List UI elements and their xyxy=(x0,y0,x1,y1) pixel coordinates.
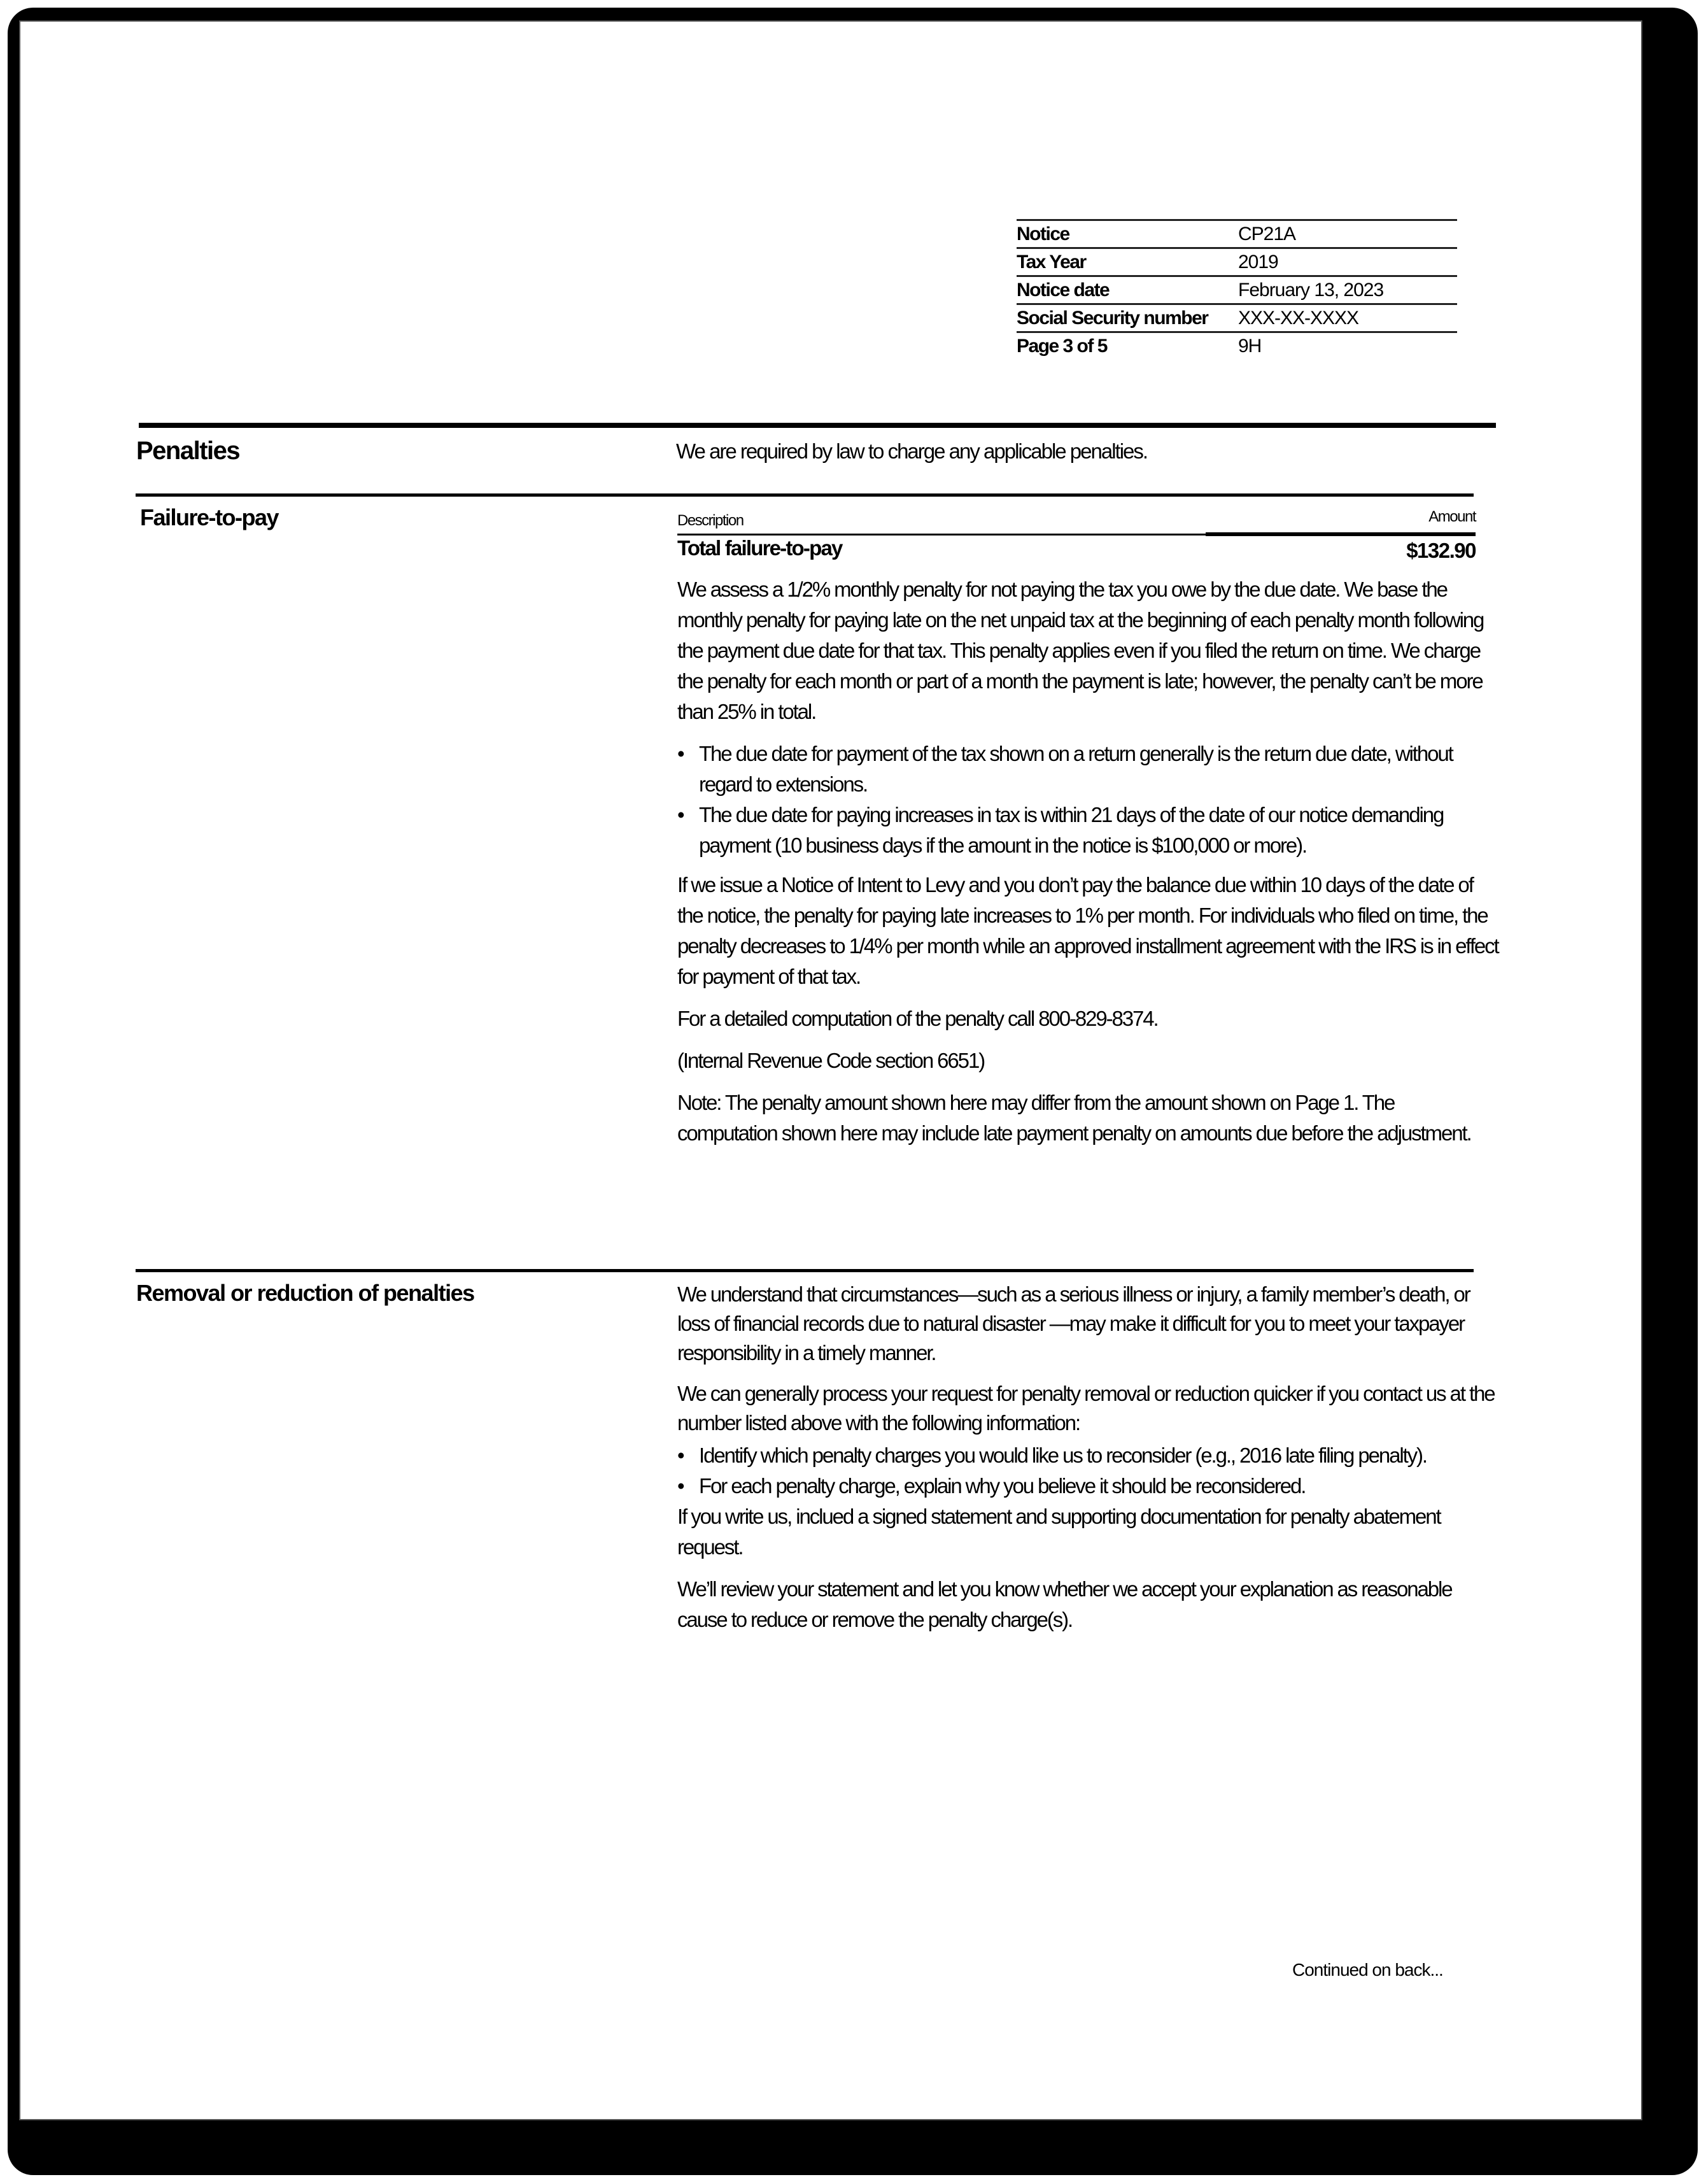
info-label: Notice xyxy=(1017,223,1069,245)
info-row-page xyxy=(1017,331,1457,359)
info-row-notice xyxy=(1017,219,1457,247)
info-row-ssn xyxy=(1017,303,1457,331)
list-item: • For each penalty charge, explain why you believe it should be reconsidered. xyxy=(677,1471,1498,1501)
list-item: • Identify which penalty charges you would like us to reconsider (e.g., 2016 late filing penalty). xyxy=(677,1440,1498,1471)
section-heading-removal: Removal or reduction of penalties xyxy=(136,1280,474,1306)
code-reference: (Internal Revenue Code section 6651) xyxy=(677,1049,985,1072)
info-value: February 13, 2023 xyxy=(1238,279,1384,301)
notice-info-table xyxy=(1017,219,1457,359)
removal-body xyxy=(677,1280,1498,1647)
paragraph: If you write us, inclued a signed statement and supporting documentation for penalty abatement request. xyxy=(677,1505,1441,1559)
paragraph: We can generally process your request for penalty removal or reduction quicker if you contact us at the number listed above with the following information: xyxy=(677,1382,1495,1435)
penalties-intro: We are required by law to charge any applicable penalties. xyxy=(676,439,1148,463)
note-paragraph: Note: The penalty amount shown here may differ from the amount shown on Page 1. The computation shown here may include late payment penalty on amounts due before the adjustment. xyxy=(677,1091,1471,1145)
column-header-amount: Amount xyxy=(1428,508,1476,525)
section-rule xyxy=(136,493,1474,497)
list-item: • The due date for paying increases in tax is within 21 days of the date of our notice demanding payment (10 business days if the amount in the notice is $100,000 or more). xyxy=(677,800,1498,861)
column-header-description: Description xyxy=(677,512,744,529)
info-value: 2019 xyxy=(1238,251,1278,273)
phone-paragraph: For a detailed computation of the penalty call 800-829-8374. xyxy=(677,1007,1158,1030)
failure-to-pay-body xyxy=(677,574,1498,1160)
info-label: Tax Year xyxy=(1017,251,1086,273)
list-item: • The due date for payment of the tax shown on a return generally is the return due date, without regard to extensions. xyxy=(677,739,1498,800)
section-rule xyxy=(139,423,1496,428)
bullet-list xyxy=(677,739,1498,861)
bullet-list xyxy=(677,1440,1498,1501)
info-label: Social Security number xyxy=(1017,307,1208,329)
info-label: Notice date xyxy=(1017,279,1110,301)
info-label: Page 3 of 5 xyxy=(1017,335,1107,357)
table-row-amount: $132.90 xyxy=(1406,539,1476,562)
section-heading-penalties: Penalties xyxy=(136,437,240,465)
info-value: 9H xyxy=(1238,335,1262,357)
info-row-notice-date xyxy=(1017,275,1457,303)
paragraph: If we issue a Notice of Intent to Levy and you don’t pay the balance due within 10 days of the date of the notice, the penalty for paying late increases to 1% per month. For individuals who filed on time, the penalty decreases to 1/4% per month while an approved installment agreement with the IRS is in effect for payment of that tax. xyxy=(677,873,1498,988)
table-rule xyxy=(677,534,1206,535)
paragraph: We’ll review your statement and let you know whether we accept your explanation as reasonable cause to reduce or remove the penalty charge(s). xyxy=(677,1577,1452,1631)
paragraph: We understand that circumstances—such as a serious illness or injury, a family member’s death, or loss of financial records due to natural disaster —may make it difficult for you to meet your taxpayer responsibility in a timely manner. xyxy=(677,1282,1470,1365)
info-row-tax-year xyxy=(1017,247,1457,275)
paragraph: We assess a 1/2% monthly penalty for not paying the tax you owe by the due date. We base the monthly penalty for paying late on the net unpaid tax at the beginning of each penalty month following the payment due date for that tax. This penalty applies even if you filed the return on time. We charge the penalty for each month or part of a month the payment is late; however, the penalty can’t be more than 25% in total. xyxy=(677,578,1484,723)
info-value: CP21A xyxy=(1238,223,1296,245)
table-rule-amount xyxy=(1206,532,1476,536)
table-row-description: Total failure-to-pay xyxy=(677,536,842,560)
info-value: XXX-XX-XXXX xyxy=(1238,307,1359,329)
section-rule xyxy=(136,1269,1474,1272)
section-heading-failure-to-pay: Failure-to-pay xyxy=(140,504,279,530)
continued-on-back: Continued on back... xyxy=(1292,1960,1443,1980)
